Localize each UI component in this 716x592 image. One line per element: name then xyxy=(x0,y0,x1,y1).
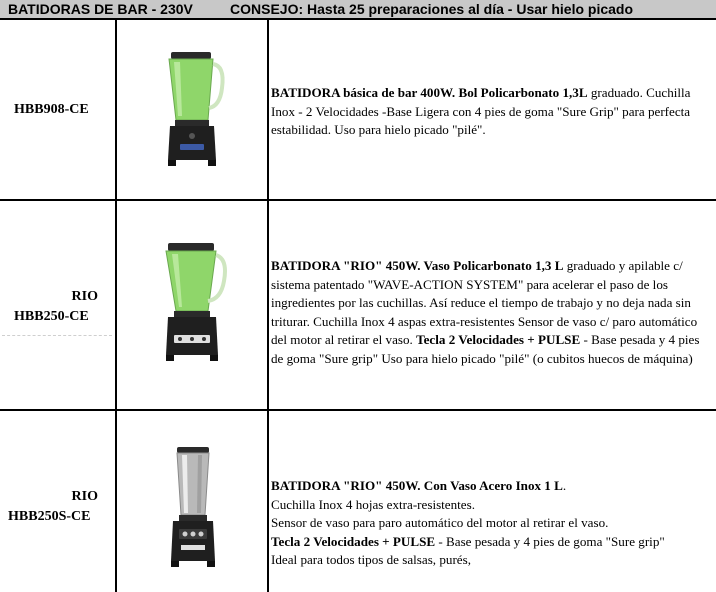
description-line: Sensor de vaso para paro automático del motor al retirar el vaso. xyxy=(271,515,609,530)
description-text: graduado y apilable c/ sistema patentado "WAVE-ACTION SYSTEM" para acelerar el paso de los ingredientes por las cuchillas. Así reduce el tiempo de trabajo y no deja nada sin triturar. Cuchilla Inox 4 aspas extra-resistentes Sensor de vaso c/ paro automático del motor al retirar el vaso. xyxy=(271,258,698,347)
description-text: - Base pesada y 4 pies de goma "Sure grip" Uso para hielo picado "pilé" (o cubitos huecos de máquina) xyxy=(271,332,700,366)
product-image-cell xyxy=(118,241,268,363)
table-row xyxy=(0,201,716,409)
description-text: . xyxy=(562,478,567,493)
header-tip: CONSEJO: Hasta 25 preparaciones al día - Usar hielo picado xyxy=(230,1,634,17)
description-text: graduado. Cuchilla Inox - 2 Velocidades -Base Ligera con 4 pies de goma "Sure Grip" para perfecta estabilidad. Uso para hielo picado "pilé". xyxy=(271,85,691,137)
description-text: - Base pesada y 4 pies de goma "Sure grip" xyxy=(435,533,665,549)
description-line: Ideal para todos tipos de salsas, purés, xyxy=(271,552,471,567)
page-header xyxy=(0,0,716,18)
product-image-cell xyxy=(118,50,268,168)
product-description xyxy=(271,84,715,140)
description-feature: Tecla 2 Velocidades + PULSE xyxy=(271,533,436,549)
model-cell xyxy=(0,287,116,327)
product-description xyxy=(271,477,715,570)
table-row xyxy=(0,20,716,199)
product-table xyxy=(0,18,716,592)
product-image-cell xyxy=(118,445,268,571)
blender-green-jar-wave-icon xyxy=(158,241,228,363)
product-description xyxy=(271,257,715,368)
model-series: RIO xyxy=(71,289,98,304)
header-title: BATIDORAS DE BAR - 230V xyxy=(8,1,193,17)
model-cell xyxy=(0,100,116,120)
model-series: RIO xyxy=(71,489,98,504)
blender-steel-jar-icon xyxy=(163,445,223,571)
description-line: Cuchilla Inox 4 hojas extra-resistentes. xyxy=(271,496,475,512)
description-title: BATIDORA básica de bar 400W. Bol Policarbonato 1,3L xyxy=(271,85,588,100)
description-title: BATIDORA "RIO" 450W. Vaso Policarbonato 1,3 L xyxy=(271,258,564,273)
model-code: HBB908-CE xyxy=(14,102,89,117)
description-title: BATIDORA "RIO" 450W. Con Vaso Acero Inox 1 L xyxy=(271,478,563,493)
description-feature: Tecla 2 Velocidades + PULSE xyxy=(416,332,581,347)
model-code: HBB250-CE xyxy=(14,309,89,324)
table-row xyxy=(0,411,716,592)
blender-green-jar-icon xyxy=(158,50,228,168)
model-code: HBB250S-CE xyxy=(8,509,91,524)
model-cell xyxy=(0,487,116,527)
